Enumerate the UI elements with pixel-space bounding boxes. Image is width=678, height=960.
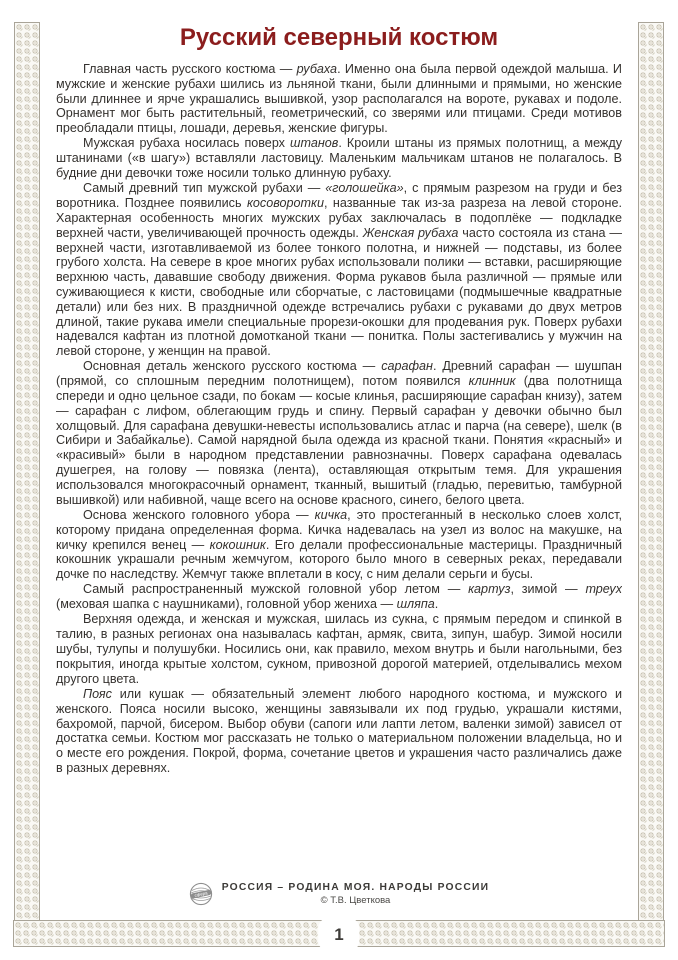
paragraph: Пояс или кушак — обязательный элемент любого народного костюма, и мужского и женского. Пояса носили высоко, женщины завязывали их под грудью, украшали кистями, бахромой, парчой, бисером. Выбор обуви (сапоги или лапти летом, валенки зимой) зависел от достатка семьи. Костюм мог рассказать не только о материальном положении владельца, но и о месте его рождения. Покрой, форма, сочетание цветов и украшения часто различались даже в разных деревнях.: [56, 686, 622, 775]
page-number: 1: [318, 918, 359, 951]
paragraph: Мужская рубаха носилась поверх штанов. Кроили штаны из прямых полотнищ, а между штанинами («в шагу») вставляли ластовицу. Маленьким мальчикам штанов не полагалось. В будние дни девочки тоже носили только длинную рубаху.: [56, 136, 622, 181]
footer-text: [222, 882, 489, 906]
page-title: Русский северный костюм: [179, 24, 499, 51]
paragraph: Верхняя одежда, и женская и мужская, шилась из сукна, с прямым передом и спинкой в талию, в разных регионах она называлась кафтан, армяк, свита, зипун, шабур. Зимой носили шубы, тулупы и полушубки. Носились они, как правило, мехом внутрь и были нагольными, без покрытия, иногда крытые холстом, сукном, привозной дорогой материей, отделывались мехом другого цвета.: [56, 612, 622, 686]
paragraph: Самый распространенный мужской головной убор летом — картуз, зимой — треух (меховая шапка с наушниками), головной убор жениха — шляпа.: [56, 582, 622, 612]
footer: [56, 882, 622, 906]
paragraph: Главная часть русского костюма — рубаха. Именно она была первой одеждой малыша. И мужские и женские рубахи шились из льняной ткани, были длинными и прямыми, но женские были длиннее и ярче украшались вышивкой, узор располагался на вороте, рукавах и подоле. Орнамент мог быть растительный, геометрический, со зверями или птицами. Среди мотивов преобладали птицы, лошади, деревья, женские фигуры.: [56, 62, 622, 136]
decorative-lace-border-right: [638, 22, 664, 947]
publisher-sphere-logo-icon: [189, 882, 213, 906]
footer-series-title: РОССИЯ – РОДИНА МОЯ. НАРОДЫ РОССИИ: [221, 882, 490, 893]
paragraph: Самый древний тип мужской рубахи — «голошейка», с прямым разрезом на груди и без воротника. Позднее появились косоворотки, названные так из-за разреза на левой стороне. Характерная особенность многих мужских рубах заключалась в подоплёке — подкладке верхней части, увеличивающей прочность одежды. Женская рубаха часто состояла из стана — верхней части, изготавливаемой из более тонкого полотна, и нижней — подставы, из более грубого холста. На севере в крое многих рубах использовали полики — вставки, расширяющие верхнюю часть, дававшие свободу движения. Форма рукавов была различной — прямые или суживающиеся к кисти, свободные или сборчатые, с ластовицами (подмышечные квадратные детали) или без них. В праздничной одежде встречались рубахи с рукавами до двух метров длиной, такие рукава имели специальные прорези-окошки для продевания рук. Поверх рубахи надевался кафтан из плотной домотканой ткани — понитка. Полы застегивались у мужчин на левой стороне, у женщин на правой.: [56, 181, 622, 359]
page-content: [56, 22, 622, 908]
publisher-logo-text: сфера: [193, 890, 208, 898]
paragraph: Основная деталь женского русского костюма — сарафан. Древний сарафан — шушпан (прямой, со сплошным передним полотнищем), потом появился клинник (два полотнища спереди и одно цельное сзади, по бокам — косые клинья, расширяющие сарафан книзу), затем — сарафан с лифом, облегающим грудь и спину. Первый сарафан у девочки обычно был холщовый. Для сарафана девушки-невесты использовались атлас и парча (на севере), шелк (в Сибири и Забайкалье). Самой нарядной была одежда из красной ткани. Понятия «красный» и «красивый» были в народном представлении равнозначны. Поверх сарафана одевалась душегрея, на голову — повязка (лента), оставляющая открытым темя. Для украшения использовался многокрасочный орнамент, тканный, вышитый (гладью, перевитью, тамбурной вышивкой) или набивной, чаще всего на основе красного, синего, белого цвета.: [56, 359, 622, 507]
footer-copyright: © Т.В. Цветкова: [320, 895, 391, 906]
decorative-lace-border-left: [14, 22, 40, 947]
paragraph: Основа женского головного убора — кичка, это простеганный в несколько слоев холст, которому придана определенная форма. Кичка надевалась на узел из волос на макушке, на кичку крепился венец — кокошник. Его делали профессиональные мастерицы. Праздничный кокошник украшали речным жемчугом, которого было много в северных реках, передавали дочке по наследству. Жемчуг также вплетали в косу, с ним делали серьги и бусы.: [56, 507, 622, 582]
article-body: [56, 62, 622, 776]
